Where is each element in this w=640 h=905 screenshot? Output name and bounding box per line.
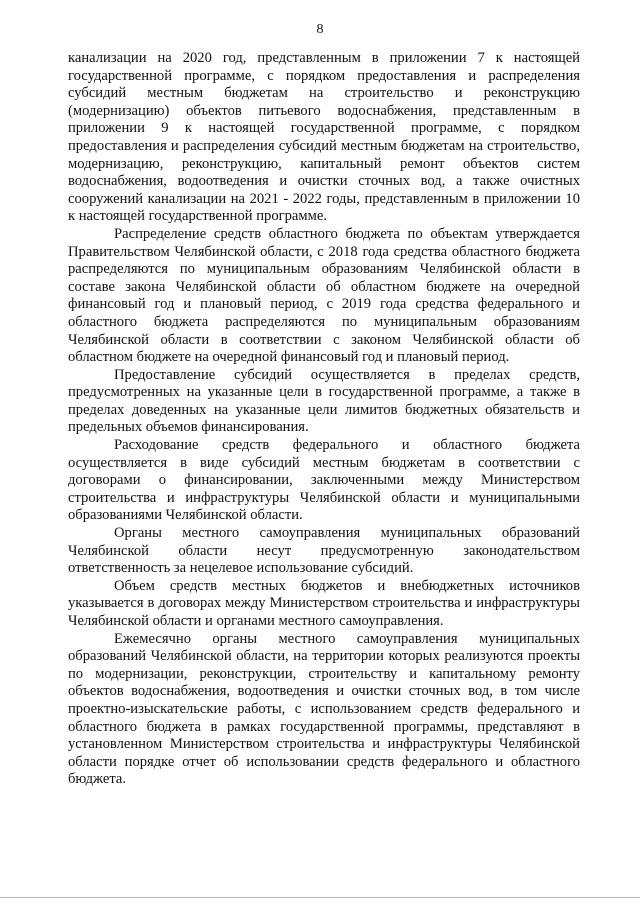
page-number: 8: [316, 22, 324, 37]
paragraph-budget-distribution: Распределение средств областного бюджета по объектам утверждается Правительством Челябинской области, с 2018 года средства областного бюджета распределяются по муниципальным образованиям Челябинской области в составе закона Челябинской области об областном бюджете на очередной финансовый год и плановый период, с 2019 года средства федерального и областного бюджета распределяются по муниципальным образованиям Челябинской области в соответствии с законом Челябинской области об областном бюджете на очередной финансовый год и плановый период.: [68, 225, 580, 366]
paragraph-monthly-report: Ежемесячно органы местного самоуправления муниципальных образований Челябинской области, на территории которых реализуются проекты по модернизации, реконструкции, строительству и капитальному ремонту объектов водоснабжения, водоотведения и очистки сточных вод, в том числе проектно-изыскательские работы, с использованием средств федерального и областного бюджета в рамках государственной программы, представляют в установленном Министерством строительства и инфраструктуры Челябинской области порядке отчет об использовании средств федерального и областного бюджета.: [68, 630, 580, 788]
paragraph-subsidy-provision: Предоставление субсидий осуществляется в пределах средств, предусмотренных на указанные цели в государственной программе, а также в пределах доведенных на указанные цели лимитов бюджетных обязательств и предельных объемов финансирования.: [68, 366, 580, 436]
paragraph-budget-spending: Расходование средств федерального и областного бюджета осуществляется в виде субсидий местным бюджетам в соответствии с договорами о финансировании, заключенными между Министерством строительства и инфраструктуры Челябинской области и муниципальными образованиями Челябинской области.: [68, 437, 580, 524]
paragraph-local-funds: Объем средств местных бюджетов и внебюджетных источников указывается в договорах между Министерством строительства и инфраструктуры Челябинской области и органами местного самоуправления.: [68, 577, 580, 629]
paragraph-responsibility: Органы местного самоуправления муниципальных образований Челябинской области несут предусмотренную законодательством ответственность за нецелевое использование субсидий.: [68, 525, 580, 577]
document-body: [68, 50, 580, 789]
page-bottom-edge: [0, 897, 640, 898]
paragraph-continuation: канализации на 2020 год, представленным в приложении 7 к настоящей государственной программе, с порядком предоставления и распределения субсидий местным бюджетам на строительство и реконструкцию (модернизацию) объектов питьевого водоснабжения, представленным в приложении 9 к настоящей государственной программе, с порядком предоставления и распределения субсидий местным бюджетам на строительство, модернизацию, реконструкцию, капитальный ремонт объектов систем водоснабжения, водоотведения и очистки сточных вод, а также очистных сооружений канализации на 2021 - 2022 годы, представленным в приложении 10 к настоящей государственной программе.: [68, 50, 580, 225]
